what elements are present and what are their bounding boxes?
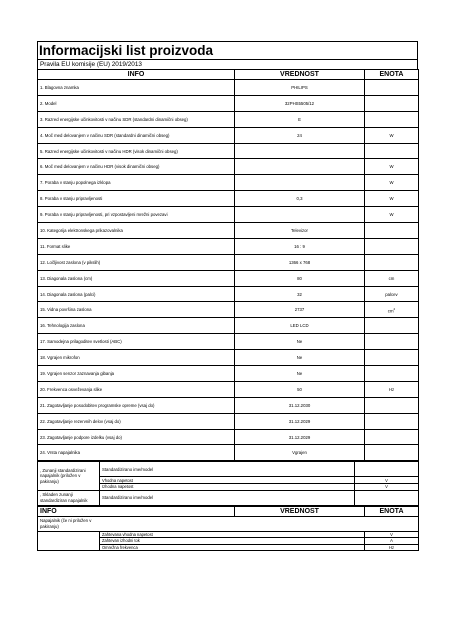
table-row [38, 175, 419, 191]
row-label: 3. Razred energijske učinkovitosti v načinu SDR (standardni dinamični obseg) [38, 111, 235, 127]
row-unit [365, 429, 419, 445]
table-row [38, 429, 419, 445]
footer-header-info: INFO [38, 506, 235, 516]
row-unit-text: W [389, 164, 394, 170]
table-row [38, 127, 419, 143]
product-information-sheet [37, 41, 418, 551]
adapter-row-unit: V [365, 531, 419, 538]
power-supply-table [37, 461, 419, 505]
row-unit [365, 95, 419, 111]
table-row [38, 270, 419, 286]
table-row [38, 350, 419, 366]
footer-header-unit: ENOTA [365, 506, 419, 516]
adapter-row-label: Omrežna frekvenca [100, 544, 365, 551]
row-label: 23. Zagotavljanje podpore izdelku (vsaj do) [38, 429, 235, 445]
table-row [38, 238, 419, 254]
row-label: 17. Samodejna prilagoditev svetlosti (ABC) [38, 334, 235, 350]
adapter-row-unit: A [365, 538, 419, 545]
row-unit [365, 381, 419, 397]
row-unit [365, 413, 419, 429]
table-row [38, 191, 419, 207]
row-label: 20. Frekvenca osveževanja slike [38, 381, 235, 397]
row-value: Ne [235, 350, 365, 366]
row-unit [365, 254, 419, 270]
row-unit-text: cm [387, 308, 394, 314]
row-unit-text: W [389, 196, 394, 202]
row-label: 11. Format slike [38, 238, 235, 254]
row-value: 32 [235, 286, 365, 302]
row-value [235, 159, 365, 175]
product-info-table [37, 69, 419, 461]
table-row [38, 445, 419, 461]
row-unit [365, 191, 419, 207]
internal-std-name-label: Standardizirano ime/model [100, 462, 355, 477]
adapter-blank-cell [38, 531, 100, 551]
table-row [38, 207, 419, 223]
row-label: 2. Model [38, 95, 235, 111]
row-unit-superscript: 2 [393, 306, 396, 311]
row-value: 2737 [235, 302, 365, 318]
row-value: E [235, 111, 365, 127]
table-row [38, 286, 419, 302]
external-supply-label: , Skladen zunanji standardiziran napajalnik [38, 490, 100, 505]
table-row [38, 397, 419, 413]
external-std-name-unit [355, 490, 419, 505]
row-unit [365, 286, 419, 302]
row-value: Ne [235, 366, 365, 382]
internal-std-name-unit [355, 462, 419, 477]
row-label: 8. Poraba v stanju pripravljenosti [38, 191, 235, 207]
row-value: Vgrajen [235, 445, 365, 461]
adapter-table [37, 506, 419, 552]
output-voltage-label: Izhodna napetost [100, 483, 355, 490]
internal-supply-row [38, 462, 419, 477]
table-row [38, 334, 419, 350]
row-unit [365, 238, 419, 254]
row-unit [365, 159, 419, 175]
table-row [38, 223, 419, 239]
row-unit [365, 302, 419, 318]
header-info: INFO [38, 70, 235, 80]
row-unit [365, 111, 419, 127]
footer-header-value: VREDNOST [235, 506, 365, 516]
row-unit-text: Hz [388, 386, 395, 392]
input-voltage-label: Vhodna napetost [100, 477, 355, 484]
row-unit-text: palcev [385, 291, 398, 297]
row-label: 13. Diagonala zaslona (cm) [38, 270, 235, 286]
row-value: 50 [235, 381, 365, 397]
row-label: 7. Poraba v stanju popolnega izklopa [38, 175, 235, 191]
table-row [38, 80, 419, 96]
table-row [38, 159, 419, 175]
row-value: Televizor [235, 223, 365, 239]
adapter-row-label: Zahtevana vhodna napetost [100, 531, 365, 538]
row-value: 31.12.2029 [235, 429, 365, 445]
row-value: 31.12.2029 [235, 413, 365, 429]
header-unit: ENOTA [365, 70, 419, 80]
row-label: 12. Ločljivost zaslona (v pikslih) [38, 254, 235, 270]
row-value: Ne [235, 334, 365, 350]
row-unit [365, 445, 419, 461]
row-value: 1366 x 768 [235, 254, 365, 270]
adapter-label: Napajalnik (če ni priložen v pakiranju) [38, 516, 419, 531]
row-unit-text: cm [388, 275, 395, 281]
footer-header-row [38, 506, 419, 516]
row-label: 21. Zagotavljanje posodobitev programske opreme (vsaj do) [38, 397, 235, 413]
row-unit [365, 318, 419, 334]
table-header-row [38, 70, 419, 80]
adapter-row-unit: Hz [365, 544, 419, 551]
row-unit [365, 397, 419, 413]
input-voltage-unit: V [355, 477, 419, 484]
row-unit-text: W [389, 212, 394, 218]
table-row [38, 381, 419, 397]
adapter-row [38, 531, 419, 538]
table-row [38, 111, 419, 127]
row-unit [365, 143, 419, 159]
row-label: 10. Kategorija elektronskega prikazovalnika [38, 223, 235, 239]
row-value: PHILIPS [235, 80, 365, 96]
external-supply-row [38, 490, 419, 505]
row-value [235, 207, 365, 223]
row-unit-text: W [389, 132, 394, 138]
row-unit [365, 366, 419, 382]
row-unit [365, 207, 419, 223]
row-label: 19. Vgrajen senzor zaznavanja gibanja [38, 366, 235, 382]
row-value: 32PHS5505/12 [235, 95, 365, 111]
row-value: 80 [235, 270, 365, 286]
table-row [38, 366, 419, 382]
adapter-row-label: Zahtevan izhodni tok [100, 538, 365, 545]
row-unit [365, 127, 419, 143]
row-value: 16 : 9 [235, 238, 365, 254]
table-row [38, 254, 419, 270]
row-label: 24. Vrsta napajalnika [38, 445, 235, 461]
header-value: VREDNOST [235, 70, 365, 80]
row-value: 31.12.2030 [235, 397, 365, 413]
row-unit [365, 175, 419, 191]
internal-supply-label: , Zunanji standardizirani napajalnik (priložen v pakiranju) [38, 462, 100, 490]
row-label: 18. Vgrajen mikrofon [38, 350, 235, 366]
row-unit-text: W [389, 180, 394, 186]
row-unit [365, 270, 419, 286]
page-title: Informacijski list proizvoda [37, 41, 418, 59]
table-row [38, 318, 419, 334]
row-label: 15. Vidna površina zaslona [38, 302, 235, 318]
adapter-label-row [38, 516, 419, 531]
row-label: 14. Diagonala zaslona (palci) [38, 286, 235, 302]
row-value: LED LCD [235, 318, 365, 334]
row-unit [365, 350, 419, 366]
row-value: 24 [235, 127, 365, 143]
table-row [38, 95, 419, 111]
row-label: 1. Blagovna znamka [38, 80, 235, 96]
row-value [235, 175, 365, 191]
row-unit [365, 80, 419, 96]
table-row [38, 143, 419, 159]
row-label: 16. Tehnologija zaslona [38, 318, 235, 334]
row-label: 22. Zagotavljanje rezervnih delov (vsaj do) [38, 413, 235, 429]
row-label: 4. Moč med delovanjem v načinu SDR (standardni dinamični obseg) [38, 127, 235, 143]
row-label: 5. Razred energijske učinkovitosti v načinu HDR (visok dinamični obseg) [38, 143, 235, 159]
table-row [38, 413, 419, 429]
table-row [38, 302, 419, 318]
row-label: 9. Poraba v stanju pripravljenosti, pri vzpostavljeni mrežni povezavi [38, 207, 235, 223]
row-value [235, 143, 365, 159]
regulation-subtitle: Pravila EU komisije (EU) 2019/2013 [37, 59, 418, 69]
row-unit [365, 223, 419, 239]
external-std-name-label: Standardizirano ime/model [100, 490, 355, 505]
row-unit [365, 334, 419, 350]
row-label: 6. Moč med delovanjem v načinu HDR (visok dinamični obseg) [38, 159, 235, 175]
output-voltage-unit: V [355, 483, 419, 490]
row-value: 0,3 [235, 191, 365, 207]
